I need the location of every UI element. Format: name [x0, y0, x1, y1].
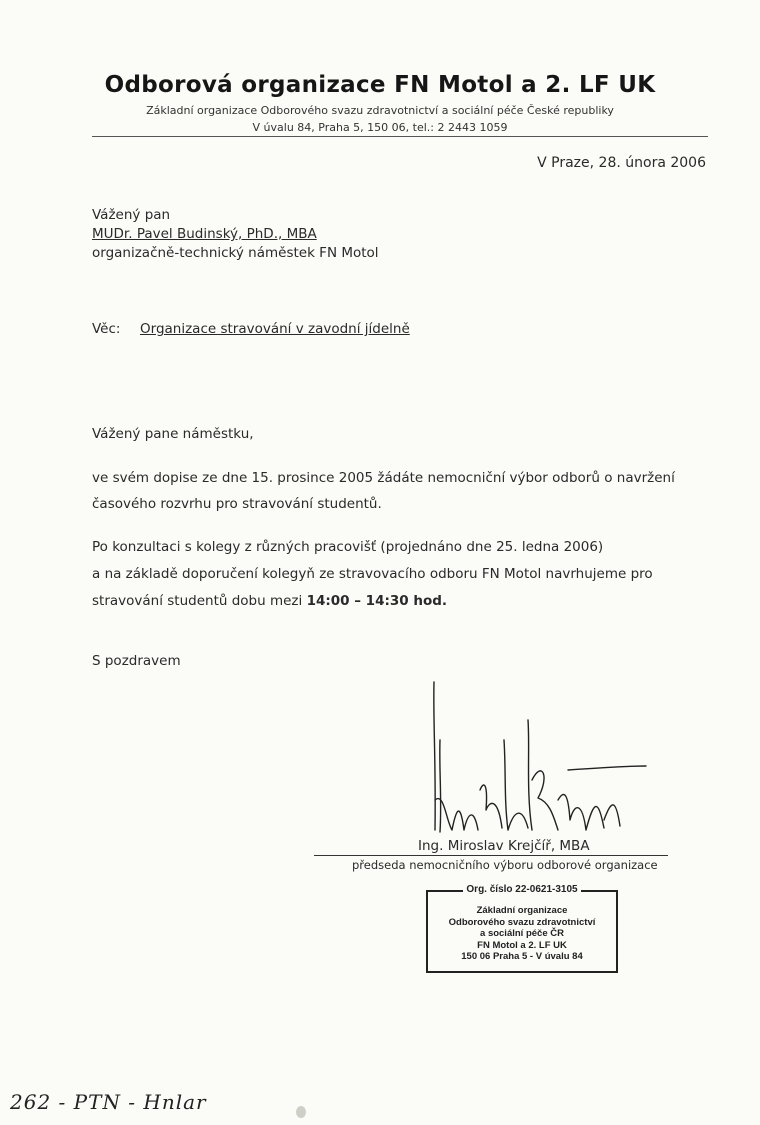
closing: S pozdravem [92, 653, 181, 669]
stamp-line1: Základní organizace [476, 905, 568, 916]
recipient-position: organizačně-technický náměstek FN Motol [92, 245, 379, 261]
recipient-name: MUDr. Pavel Budinský, PhD., MBA [92, 226, 317, 242]
stamp-line4: FN Motol a 2. LF UK [477, 939, 567, 951]
signature-line [314, 855, 668, 856]
stamp-number: Org. číslo 22-0621-3105 [463, 884, 580, 895]
letterhead-subtitle: Základní organizace Odborového svazu zdravotnictví a sociální péče České republiky [146, 104, 614, 117]
letter-date: V Praze, 28. února 2006 [537, 155, 706, 171]
signatory-role: předseda nemocničního výboru odborové organizace [352, 858, 658, 872]
subject-label: Věc: [92, 321, 121, 337]
letterhead-title: Odborová organizace FN Motol a 2. LF UK [104, 72, 656, 98]
paragraph2-line1: Po konzultaci s kolegy z různých pracovišť (projednáno dne 25. ledna 2006) [92, 539, 604, 555]
paragraph1-line1: ve svém dopise ze dne 15. prosince 2005 žádáte nemocniční výbor odborů o navržení [92, 470, 675, 486]
paragraph2-line3 [92, 593, 447, 609]
stamp-body [428, 892, 616, 963]
paragraph2-line2: a na základě doporučení kolegyň ze stravovacího odboru FN Motol navrhujeme pro [92, 566, 653, 582]
greeting: Vážený pane náměstku, [92, 426, 254, 442]
paragraph2-line3-text: stravování studentů dobu mezi [92, 593, 303, 609]
stamp-line2: Odborového svazu zdravotnictví [448, 916, 596, 928]
stamp-line5: 150 06 Praha 5 - V úvalu 84 [461, 951, 583, 962]
scan-mark [296, 1106, 306, 1118]
letterhead-divider [92, 136, 708, 137]
subject-text: Organizace stravování v zavodní jídelně [140, 321, 410, 337]
stamp-header [428, 884, 616, 896]
paragraph1-line2: časového rozvrhu pro stravování studentů. [92, 496, 382, 512]
signatory-name: Ing. Miroslav Krejčíř, MBA [418, 838, 590, 854]
handwritten-signature [418, 680, 658, 840]
organization-stamp [426, 884, 618, 973]
handwritten-note: 262 - PTN - Hnlar [10, 1090, 207, 1114]
proposed-time: 14:00 – 14:30 hod. [306, 593, 448, 609]
stamp-line3: a sociální péče ČR [480, 928, 564, 939]
letterhead-address: V úvalu 84, Praha 5, 150 06, tel.: 2 2443 1059 [252, 121, 508, 134]
recipient-salutation: Vážený pan [92, 207, 171, 223]
